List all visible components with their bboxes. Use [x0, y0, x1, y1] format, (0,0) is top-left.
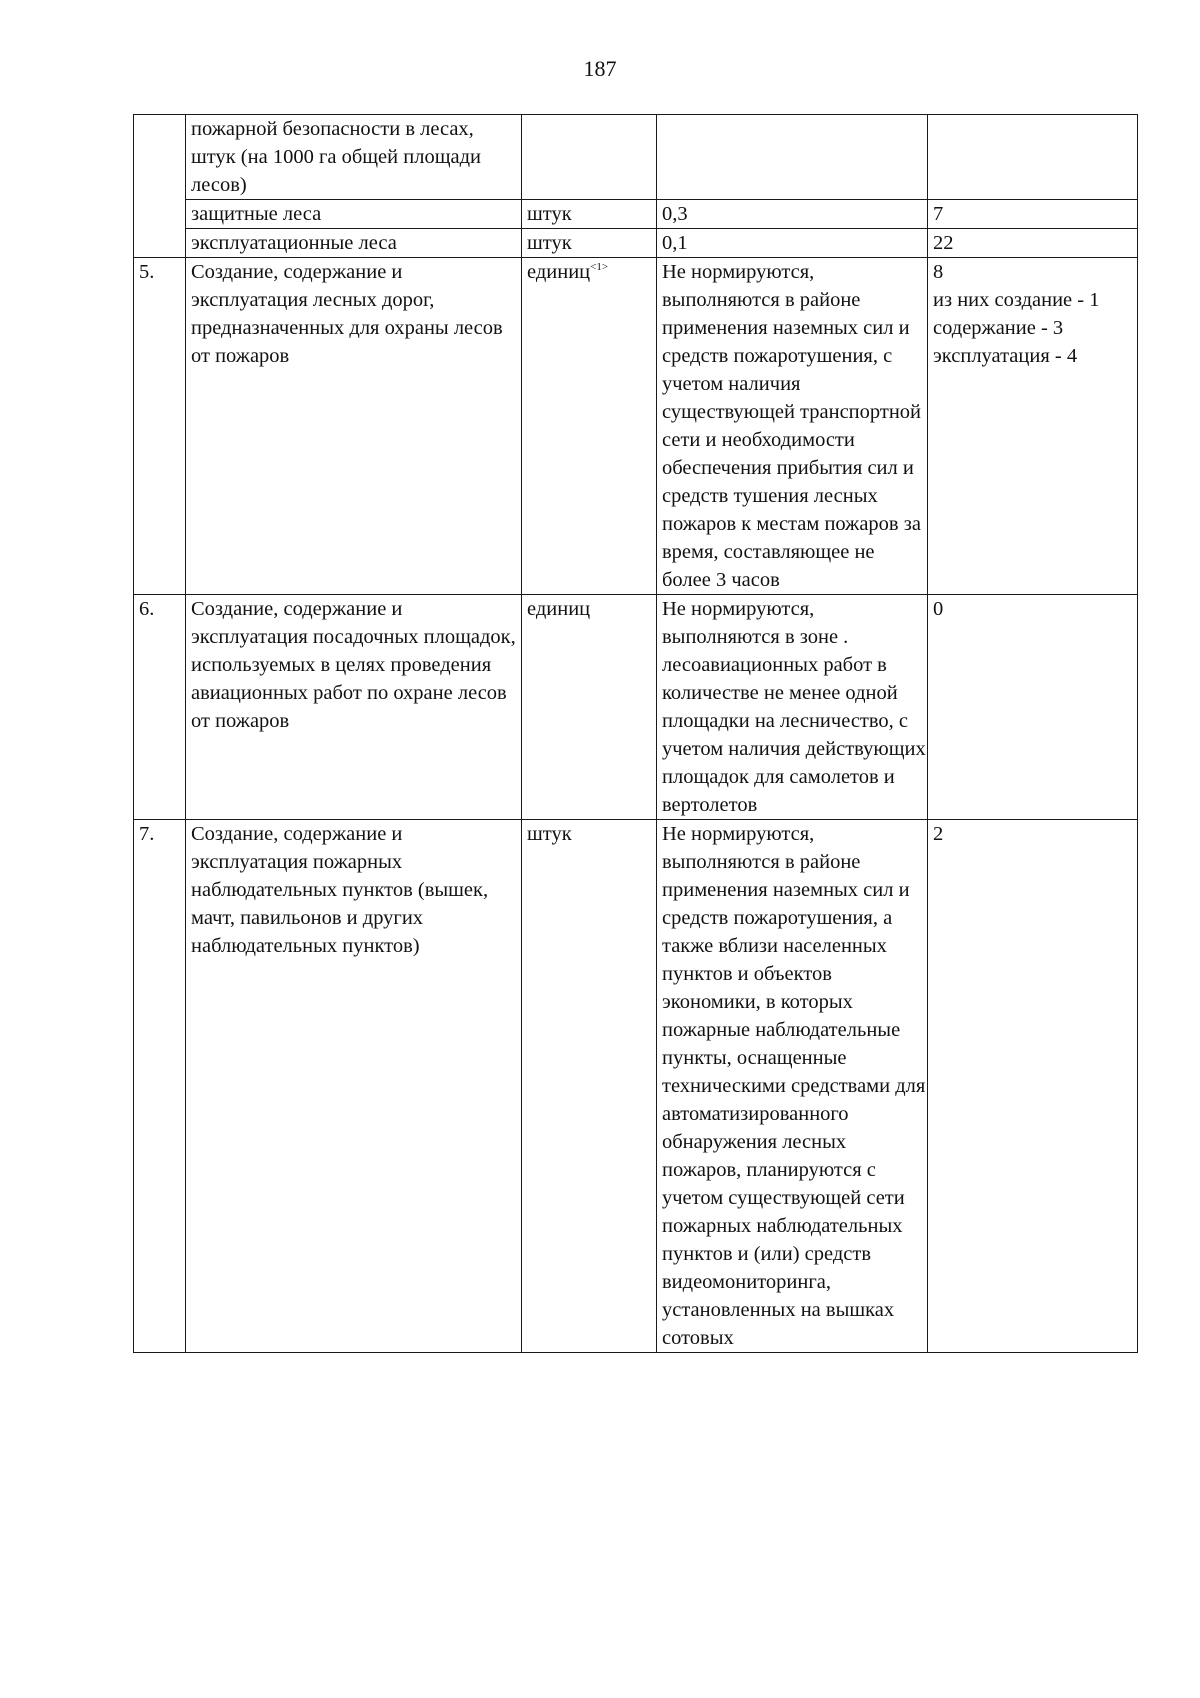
norm-cell: Не нормируются, выполняются в районе применения наземных сил и средств пожаротушения, а также вблизи населенных пунктов и объектов экономики, в которых пожарные наблюдательные пункты, оснащенные техническими средствами для автоматизированного обнаружения лесных пожаров, планируются с учетом существующей сети пожарных наблюдательных пунктов и (или) средств видеомониторинга, установленных на вышках сотовых — [657, 820, 928, 1353]
unit-cell: штук — [522, 820, 657, 1353]
norm-cell — [657, 115, 928, 200]
table-row — [134, 595, 1138, 820]
row-number-cell: 6. — [134, 595, 186, 820]
footnote-marker: <1> — [590, 261, 609, 274]
table-row — [134, 258, 1138, 595]
value-cell: 7 — [928, 200, 1138, 229]
fire-safety-table — [133, 114, 1138, 1353]
activity-name-cell: Создание, содержание и эксплуатация пожарных наблюдательных пунктов (вышек, мачт, павильонов и других наблюдательных пунктов) — [186, 820, 522, 1353]
unit-cell — [522, 115, 657, 200]
page-number: 187 — [583, 56, 617, 81]
row-number-cell: 5. — [134, 258, 186, 595]
table-row — [134, 200, 1138, 229]
row-number-cell: 7. — [134, 820, 186, 1353]
unit-cell: штук — [522, 200, 657, 229]
value-cell — [928, 115, 1138, 200]
value-cell: 22 — [928, 229, 1138, 258]
norm-cell: 0,3 — [657, 200, 928, 229]
activity-name-cell: эксплуатационные леса — [186, 229, 522, 258]
activity-name-cell: пожарной безопасности в лесах, штук (на 1000 га общей площади лесов) — [186, 115, 522, 200]
table-row — [134, 820, 1138, 1353]
value-cell: 2 — [928, 820, 1138, 1353]
norm-cell: Не нормируются, выполняются в зоне . лесоавиационных работ в количестве не менее одной площадки на лесничество, с учетом наличия действующих площадок для самолетов и вертолетов — [657, 595, 928, 820]
norm-cell: Не нормируются, выполняются в районе применения наземных сил и средств пожаротушения, с учетом наличия существующей транспортной сети и необходимости обеспечения прибытия сил и средств тушения лесных пожаров к местам пожаров за время, составляющее не более 3 часов — [657, 258, 928, 595]
unit-cell: единиц — [522, 595, 657, 820]
table-row — [134, 115, 1138, 200]
table-row — [134, 229, 1138, 258]
row-number-cell — [134, 115, 186, 258]
value-cell: 0 — [928, 595, 1138, 820]
unit-cell — [522, 258, 657, 595]
unit-text: единиц — [527, 261, 591, 283]
norm-cell: 0,1 — [657, 229, 928, 258]
value-cell: 8 из них создание - 1 содержание - 3 эксплуатация - 4 — [928, 258, 1138, 595]
activity-name-cell: Создание, содержание и эксплуатация посадочных площадок, используемых в целях проведения авиационных работ по охране лесов от пожаров — [186, 595, 522, 820]
activity-name-cell: защитные леса — [186, 200, 522, 229]
activity-name-cell: Создание, содержание и эксплуатация лесных дорог, предназначенных для охраны лесов от пожаров — [186, 258, 522, 595]
unit-cell: штук — [522, 229, 657, 258]
